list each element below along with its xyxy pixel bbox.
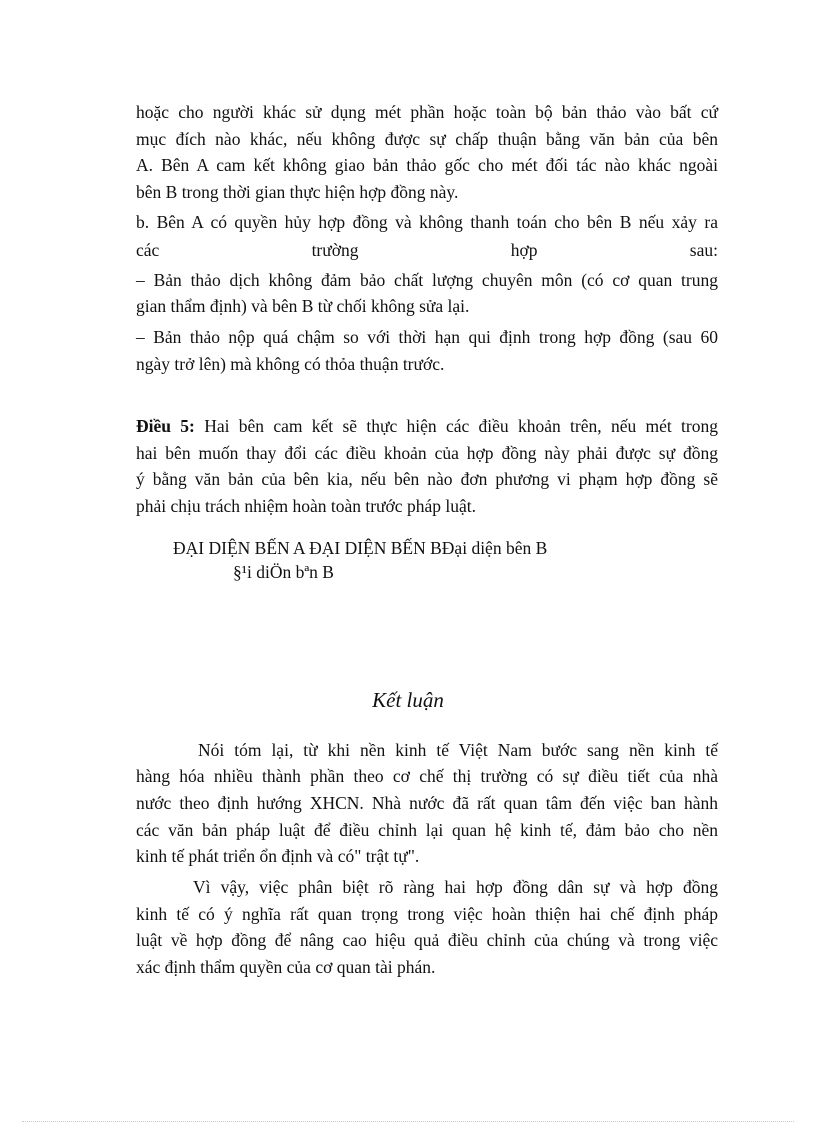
text-line: phải chịu trách nhiệm hoàn toàn trước pháp luật. [136,496,476,516]
signature-line: ĐẠI DIỆN BẾN A ĐẠI DIỆN BẾN BĐại diện bên B [173,538,548,558]
text-line: các trường hợp sau: [136,240,718,260]
article-5-label: Điều 5: [136,416,195,436]
text-line: kinh tế có ý nghĩa rất quan trọng trong việc hoàn thiện hai chế định pháp [136,904,718,924]
text-line: Nói tóm lại, từ khi nền kinh tế Việt Nam bước sang nền kinh tế [198,740,718,760]
text-line: xác định thẩm quyền của cơ quan tài phán. [136,957,436,977]
text-line: nước theo định hướng XHCN. Nhà nước đã rất quan tâm đến việc ban hành [136,793,718,813]
text-line: bên B trong thời gian thực hiện hợp đồng này. [136,182,459,202]
text-line: Vì vậy, việc phân biệt rõ ràng hai hợp đồng dân sự và hợp đồng [193,877,718,897]
text-line: mục đích nào khác, nếu không được sự chấp thuận bằng văn bản của bên [136,129,718,149]
text-line: ý bằng văn bản của bên kia, nếu bên nào đơn phương vi phạm hợp đồng sẽ [136,469,718,489]
text-line: b. Bên A có quyền hủy hợp đồng và không thanh toán cho bên B nếu xảy ra [136,212,718,232]
text-line: – Bản thảo dịch không đảm bảo chất lượng chuyên môn (có cơ quan trung [136,270,718,290]
page-bottom-rule [22,1121,794,1122]
text-line: hai bên muốn thay đổi các điều khoản của hợp đồng này phải được sự đồng [136,443,718,463]
text-line: kinh tế phát triển ổn định và có" trật tự". [136,846,420,866]
text-line: hàng hóa nhiều thành phần theo cơ chế thị trường có sự điều tiết của nhà [136,766,718,786]
text-line: A. Bên A cam kết không giao bản thảo gốc cho mét đối tác nào khác ngoài [136,155,718,175]
text-line: ngày trở lên) mà không có thỏa thuận trước. [136,354,445,374]
text-line: gian thẩm định) và bên B từ chối không sửa lại. [136,296,470,316]
text-line: luật về hợp đồng để nâng cao hiệu quả điều chỉnh của chúng và trong việc [136,930,718,950]
article-5-first-line [136,414,718,438]
signature-line-garbled: §¹i diÖn bªn B [233,562,334,582]
section-heading: Kết luận [372,688,444,712]
text-line: hoặc cho người khác sử dụng mét phần hoặc toàn bộ bản thảo vào bất cứ [136,102,718,122]
text-span: Hai bên cam kết sẽ thực hiện các điều khoản trên, nếu mét trong [194,416,718,436]
text-line: – Bản thảo nộp quá chậm so với thời hạn qui định trong hợp đồng (sau 60 [136,327,718,347]
text-line: các văn bản pháp luật để điều chỉnh lại quan hệ kinh tế, đảm bảo cho nền [136,820,718,840]
